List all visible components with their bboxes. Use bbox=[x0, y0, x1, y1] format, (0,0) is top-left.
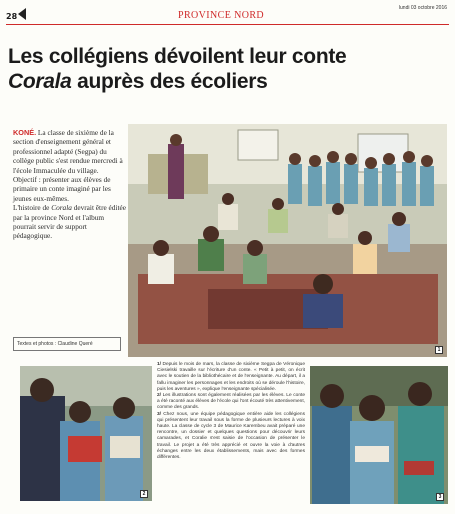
lede-paragraph-3 bbox=[13, 203, 127, 241]
photo-number-badge: 2 bbox=[140, 490, 148, 498]
lede-text-3a: L'histoire de bbox=[13, 203, 52, 213]
main-photo bbox=[128, 124, 447, 357]
header-rule bbox=[6, 24, 449, 25]
caption-1-text: Depuis le mois de mars, la classe de sixième Segpa de Véronique Ciesielski travaille sur l'écriture d'un conte. « Petit à petit, on écrit avec le soutien de la bibliothécaire et de l'enseignante. Au départ, il a fallu imaginer les personnages et les endroits où se déroule l'histoire, puis les aventures », explique l'enseignante spécialisée. bbox=[157, 362, 305, 392]
photo-captions bbox=[157, 362, 305, 461]
caption-3 bbox=[157, 412, 305, 462]
headline-story-title: Corala bbox=[8, 70, 72, 93]
caption-1-number: 1/ bbox=[157, 362, 162, 367]
caption-2 bbox=[157, 393, 305, 412]
headline-line-1: Les collégiens dévoilent leur conte bbox=[8, 45, 347, 68]
headline-line-2: auprès des écoliers bbox=[71, 70, 268, 93]
lede-paragraph-2: Objectif : présenter aux élèves de primaire un conte imaginé par les jeunes eux-mêmes. bbox=[13, 175, 111, 203]
page-corner-arrow-icon bbox=[18, 8, 26, 20]
article-lede bbox=[13, 128, 127, 241]
caption-3-text: Chez nous, une équipe pédagogique entière aide les collégiens qui présentent leur travail sous la forme de plusieurs lectures à voix haute. La classe de cycle 3 de Maurice Karembeu avait préparé une rencontre, un dossier et quelques questions pour découvrir leurs camarades, et Coralie s'est saisie de l'occasion de présenter le travail. Le projet a été très apprécié et ouvre la voie à d'autres échanges entre les deux établissements, mais avec des formes différentes. bbox=[157, 411, 305, 461]
lede-story-title: Corala bbox=[51, 203, 72, 213]
photo-number-badge: 1 bbox=[435, 346, 443, 354]
photo-credit: Textes et photos : Claudine Queré bbox=[13, 337, 121, 351]
photo-children-with-books bbox=[20, 366, 152, 501]
lede-paragraph-1 bbox=[13, 128, 127, 175]
photo-students-reading bbox=[310, 366, 448, 504]
section-label: PROVINCE NORD bbox=[178, 10, 265, 21]
dateline: KONÉ. bbox=[13, 128, 37, 137]
photo-number-badge: 3 bbox=[436, 493, 444, 501]
issue-date: lundi 03 octobre 2016 bbox=[398, 5, 447, 11]
article-headline bbox=[8, 44, 448, 94]
caption-3-number: 3/ bbox=[157, 411, 162, 417]
caption-2-text: Les illustrations sont également réalisées par les élèves. Le conte a été raconté aux élèves de l'école qui l'ont écouté très attentivement, comme des grands. bbox=[157, 393, 305, 411]
lede-text-3b: devrait être éditée par la province Nord et l'album pourrait servir de support pédagogique. bbox=[13, 203, 126, 241]
page-number: 28 bbox=[6, 12, 18, 21]
caption-2-number: 2/ bbox=[157, 393, 162, 399]
caption-1 bbox=[157, 362, 305, 393]
lede-text-1: La classe de sixième de la section d'enseignement général et professionnel adapté (Segpa) du collège public s'est rendue mercredi à l'école Immaculée du village. bbox=[13, 128, 123, 175]
page-header bbox=[0, 0, 455, 26]
